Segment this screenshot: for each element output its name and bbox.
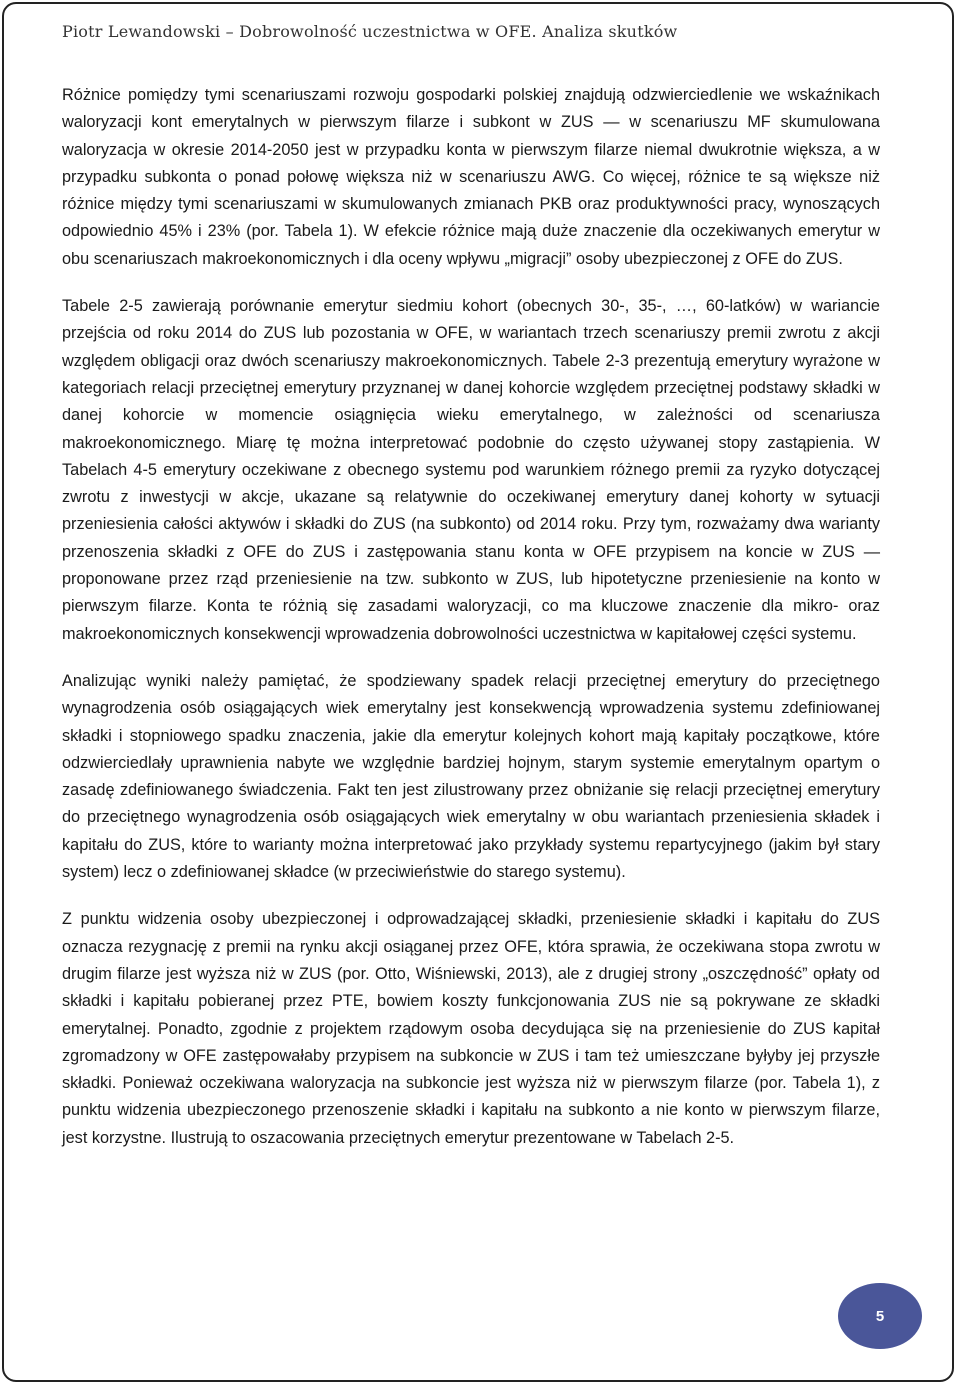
page-number: 5 bbox=[875, 1307, 885, 1325]
paragraph-3: Analizując wyniki należy pamiętać, że spodziewany spadek relacji przeciętnej emerytury do przeciętnego wynagrodzenia osób osiągających wiek emerytalny jest konsekwencją wprowadzenia systemu zdefiniowanej składki i stopniowego spadku znaczenia, jakie dla emerytur kolejnych kohort mają kapitały początkowe, które odzwierciedlały uprawnienia nabyte we względnie bardziej hojnym, starym systemie emerytalnym opartym o zasadę zdefiniowanego świadczenia. Fakt ten jest zilustrowany przez obniżanie się relacji przeciętnej emerytury do przeciętnego wynagrodzenia osób osiągających wiek emerytalny w obu wariantach przeniesienia składek i kapitału do ZUS, które to warianty można interpretować jako przykłady systemu repartycyjnego (jakim był stary system) lecz o zdefiniowanej składce (w przeciwieństwie do starego systemu). bbox=[62, 671, 880, 882]
page-number-badge bbox=[838, 1283, 922, 1349]
paragraph-2: Tabele 2-5 zawierają porównanie emerytur siedmiu kohort (obecnych 30-, 35-, …, 60-latków) w wariancie przejścia od roku 2014 do ZUS lub pozostania w OFE, w wariantach trzech scenariuszy premii zwrotu z akcji względem obligacji oraz dwóch scenariuszy makroekonomicznych. Tabele 2-3 prezentują emerytury wyrażone w kategoriach relacji przeciętnej emerytury przyznanej w danej kohorcie względem przeciętnej podstawy składki w danej kohorcie w momencie osiągnięcia wieku emerytalnego, w zależności od scenariusza makroekonomicznego. Miarę tę można interpretować podobnie do często używanej stopy zastąpienia. W Tabelach 4-5 emerytury oczekiwane z obecnego systemu pod warunkiem różnego premii za ryzyko dotyczącej zwrotu z inwestycji w akcje, ukazane są relatywnie do oczekiwanej emerytury danej kohorty w sytuacji przeniesienia całości aktywów i składki do ZUS (na subkonto) od 2014 roku. Przy tym, rozważamy dwa warianty przenoszenia składki z OFE do ZUS i zastępowania stanu konta w OFE przypisem na koncie w ZUS — proponowane przez rząd przeniesienie na tzw. subkonto w ZUS, lub hipotetyczne przeniesienie na konto w pierwszym filarze. Konta te różnią się zasadami waloryzacji, co ma kluczowe znaczenie dla mikro- oraz makroekonomicznych konsekwencji wprowadzenia dobrowolności uczestnictwa w kapitałowej części systemu. bbox=[62, 297, 880, 643]
paragraph-4: Z punktu widzenia osoby ubezpieczonej i odprowadzającej składki, przeniesienie składki i kapitału do ZUS oznacza rezygnację z premii na rynku akcji osiąganej przez OFE, która sprawia, że oczekiwana stopa zwrotu w drugim filarze jest wyższa niż w ZUS (por. Otto, Wiśniewski, 2013), ale z drugiej strony „oszczędność” opłaty od składki i kapitału pobieranej przez PTE, bowiem koszty funkcjonowania ZUS nie są pokrywane ze składki emerytalnej. Ponadto, zgodnie z projektem rządowym osoba decydująca się na przeniesienie do ZUS kapitał zgromadzony w OFE zastępowałaby przypisem na subkoncie w ZUS i tam też umieszczane byłyby jej przyszłe składki. Ponieważ oczekiwana waloryzacja na subkoncie jest wyższa niż w pierwszym filarze (por. Tabela 1), z punktu widzenia ubezpieczonego przenoszenie składki i kapitału na subkonto a nie konto w pierwszym filarze, jest korzystne. Ilustrują to oszacowania przeciętnych emerytur prezentowane w Tabelach 2-5. bbox=[62, 910, 880, 1147]
running-header: Piotr Lewandowski – Dobrowolność uczestnictwa w OFE. Analiza skutków bbox=[62, 22, 678, 41]
body-text bbox=[62, 82, 880, 1172]
paragraph-1: Różnice pomiędzy tymi scenariuszami rozwoju gospodarki polskiej znajdują odzwierciedlenie we wskaźnikach waloryzacji kont emerytalnych w pierwszym filarze i subkont w ZUS — w scenariuszu MF skumulowana waloryzacja w okresie 2014-2050 jest w przypadku konta w pierwszym filarze niemal dwukrotnie większa, a w przypadku subkonta o ponad połowę większa niż w scenariuszu AWG. Co więcej, różnice te są większe niż różnice między tymi scenariuszami w skumulowanych zmianach PKB oraz produktywności pracy, wynoszących odpowiednio 45% i 23% (por. Tabela 1). W efekcie różnice mają duże znaczenie dla oczekiwanych emerytur w obu scenariuszach makroekonomicznych i dla oceny wpływu „migracji” osoby ubezpieczonej z OFE do ZUS. bbox=[62, 86, 880, 268]
document-page bbox=[2, 2, 954, 1382]
